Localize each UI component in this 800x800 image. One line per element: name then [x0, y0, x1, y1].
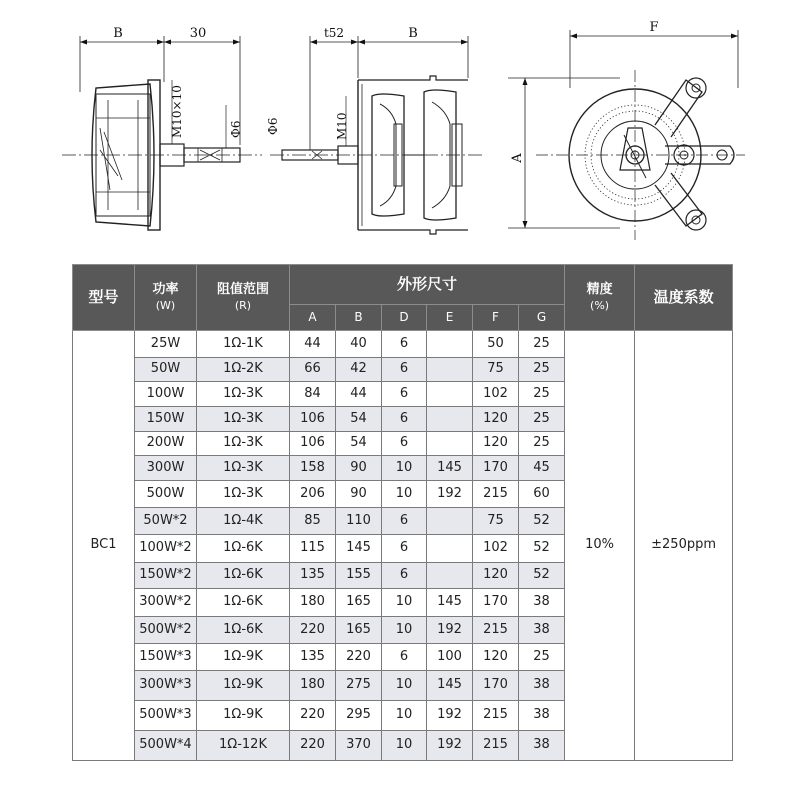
cell-dim-a: 135 [290, 563, 336, 589]
spec-table [72, 264, 733, 761]
cell-dim-g: 52 [519, 563, 565, 589]
cell-range: 1Ω-6K [197, 535, 290, 563]
cell-dim-b: 90 [336, 456, 382, 481]
cell-dim-f: 75 [473, 358, 519, 382]
cell-dim-e: 192 [427, 731, 473, 761]
cell-dim-e: 100 [427, 644, 473, 671]
cell-power: 200W [135, 432, 197, 456]
header-resistance [197, 265, 290, 331]
cell-dim-a: 180 [290, 671, 336, 701]
cell-dim-a: 85 [290, 508, 336, 535]
cell-dim-a: 106 [290, 407, 336, 432]
cell-dim-e: 145 [427, 671, 473, 701]
cell-dim-f: 120 [473, 407, 519, 432]
cell-dim-b: 295 [336, 701, 382, 731]
cell-power: 300W*2 [135, 589, 197, 617]
header-resistance-unit: (R) [234, 299, 252, 313]
cell-dim-g: 25 [519, 358, 565, 382]
cell-dim-b: 145 [336, 535, 382, 563]
cell-dim-f: 102 [473, 382, 519, 407]
cell-dim-d: 6 [382, 432, 427, 456]
cell-dim-a: 206 [290, 481, 336, 508]
cell-dim-d: 6 [382, 331, 427, 358]
cell-dim-g: 52 [519, 508, 565, 535]
cell-dim-d: 6 [382, 382, 427, 407]
cell-dim-f: 120 [473, 644, 519, 671]
cell-dim-b: 165 [336, 589, 382, 617]
header-dim-g: G [519, 305, 565, 331]
cell-dim-d: 10 [382, 589, 427, 617]
cell-dim-b: 54 [336, 407, 382, 432]
cell-dim-e [427, 407, 473, 432]
header-dim-f: F [473, 305, 519, 331]
dim-label-mid-b: B [408, 26, 418, 41]
cell-dim-b: 90 [336, 481, 382, 508]
dim-label-right-a: A [510, 153, 525, 163]
cell-dim-f: 120 [473, 563, 519, 589]
cell-power: 150W [135, 407, 197, 432]
header-accuracy [565, 265, 635, 331]
cell-range: 1Ω-12K [197, 731, 290, 761]
cell-power: 500W*2 [135, 617, 197, 644]
cell-dim-e [427, 358, 473, 382]
dim-label-mid-thread: M10 [335, 112, 349, 140]
header-temp-coeff: 温度系数 [635, 265, 733, 331]
cell-dim-b: 40 [336, 331, 382, 358]
cell-power: 25W [135, 331, 197, 358]
cell-range: 1Ω-9K [197, 644, 290, 671]
cell-dim-f: 170 [473, 456, 519, 481]
cell-range: 1Ω-2K [197, 358, 290, 382]
cell-dim-a: 180 [290, 589, 336, 617]
cell-dim-b: 110 [336, 508, 382, 535]
tandem-view-drawing [270, 36, 485, 234]
header-dimensions: 外形尺寸 [290, 265, 565, 305]
cell-dim-g: 25 [519, 382, 565, 407]
cell-power: 500W [135, 481, 197, 508]
cell-dim-d: 6 [382, 358, 427, 382]
cell-dim-f: 75 [473, 508, 519, 535]
cell-dim-b: 220 [336, 644, 382, 671]
cell-range: 1Ω-3K [197, 382, 290, 407]
cell-dim-d: 10 [382, 731, 427, 761]
cell-accuracy: 10% [565, 331, 635, 761]
cell-dim-d: 6 [382, 535, 427, 563]
dim-label-mid-shaft: Φ6 [266, 117, 280, 135]
cell-dim-d: 10 [382, 456, 427, 481]
cell-power: 500W*3 [135, 701, 197, 731]
cell-dim-f: 50 [473, 331, 519, 358]
cell-dim-g: 38 [519, 731, 565, 761]
cell-dim-a: 220 [290, 617, 336, 644]
cell-dim-e: 192 [427, 481, 473, 508]
cell-dim-a: 44 [290, 331, 336, 358]
cell-dim-d: 10 [382, 617, 427, 644]
cell-power: 150W*3 [135, 644, 197, 671]
cell-dim-e [427, 331, 473, 358]
cell-range: 1Ω-6K [197, 617, 290, 644]
header-accuracy-label: 精度 [586, 281, 613, 297]
cell-dim-b: 275 [336, 671, 382, 701]
cell-dim-g: 52 [519, 535, 565, 563]
cell-dim-g: 38 [519, 671, 565, 701]
cell-dim-e [427, 563, 473, 589]
cell-dim-g: 25 [519, 644, 565, 671]
cell-dim-b: 44 [336, 382, 382, 407]
cell-power: 100W [135, 382, 197, 407]
cell-dim-g: 25 [519, 407, 565, 432]
cell-power: 500W*4 [135, 731, 197, 761]
cell-dim-d: 10 [382, 671, 427, 701]
cell-dim-f: 120 [473, 432, 519, 456]
cell-dim-a: 106 [290, 432, 336, 456]
cell-power: 150W*2 [135, 563, 197, 589]
cell-dim-e [427, 508, 473, 535]
cell-power: 300W*3 [135, 671, 197, 701]
cell-dim-e: 145 [427, 589, 473, 617]
cell-dim-g: 45 [519, 456, 565, 481]
cell-range: 1Ω-3K [197, 432, 290, 456]
cell-range: 1Ω-6K [197, 589, 290, 617]
cell-dim-a: 158 [290, 456, 336, 481]
cell-dim-a: 66 [290, 358, 336, 382]
dim-label-left-shaft: Φ6 [229, 120, 243, 138]
cell-dim-a: 135 [290, 644, 336, 671]
cell-dim-b: 155 [336, 563, 382, 589]
cell-dim-a: 220 [290, 731, 336, 761]
cell-dim-g: 60 [519, 481, 565, 508]
cell-range: 1Ω-9K [197, 671, 290, 701]
cell-range: 1Ω-3K [197, 407, 290, 432]
cell-dim-f: 215 [473, 701, 519, 731]
cell-dim-g: 38 [519, 617, 565, 644]
header-dim-b: B [336, 305, 382, 331]
cell-dim-g: 25 [519, 432, 565, 456]
cell-dim-b: 42 [336, 358, 382, 382]
cell-dim-e: 192 [427, 617, 473, 644]
header-accuracy-unit: (%) [590, 299, 610, 313]
cell-range: 1Ω-1K [197, 331, 290, 358]
cell-range: 1Ω-3K [197, 456, 290, 481]
cell-dim-e [427, 382, 473, 407]
cell-temp-coeff: ±250ppm [635, 331, 733, 761]
cell-dim-b: 165 [336, 617, 382, 644]
cell-power: 100W*2 [135, 535, 197, 563]
cell-dim-d: 10 [382, 481, 427, 508]
cell-range: 1Ω-9K [197, 701, 290, 731]
cell-dim-b: 370 [336, 731, 382, 761]
cell-dim-f: 215 [473, 617, 519, 644]
header-resistance-label: 阻值范围 [216, 281, 269, 297]
cell-dim-f: 215 [473, 731, 519, 761]
spec-table-body [73, 331, 733, 761]
dim-label-mid-t52: t52 [323, 26, 345, 40]
header-power-label: 功率 [152, 281, 179, 297]
header-dim-a: A [290, 305, 336, 331]
header-dim-d: D [382, 305, 427, 331]
cell-model: BC1 [73, 331, 135, 761]
cell-power: 300W [135, 456, 197, 481]
cell-dim-f: 170 [473, 589, 519, 617]
cell-power: 50W [135, 358, 197, 382]
header-power-unit: (W) [155, 299, 176, 313]
cell-range: 1Ω-3K [197, 481, 290, 508]
cell-dim-g: 38 [519, 701, 565, 731]
dim-label-right-f: F [649, 20, 659, 35]
cell-dim-a: 84 [290, 382, 336, 407]
cell-dim-f: 102 [473, 535, 519, 563]
cell-dim-e [427, 432, 473, 456]
cell-dim-d: 6 [382, 407, 427, 432]
cell-dim-f: 170 [473, 671, 519, 701]
cell-dim-e: 145 [427, 456, 473, 481]
cell-dim-g: 38 [519, 589, 565, 617]
cell-dim-a: 220 [290, 701, 336, 731]
cell-range: 1Ω-6K [197, 563, 290, 589]
cell-dim-d: 6 [382, 508, 427, 535]
cell-dim-e [427, 535, 473, 563]
dim-label-left-b: B [113, 26, 123, 41]
cell-power: 50W*2 [135, 508, 197, 535]
header-power [135, 265, 197, 331]
table-row [73, 331, 733, 358]
front-view-drawing [508, 30, 745, 240]
cell-range: 1Ω-4K [197, 508, 290, 535]
cell-dim-f: 215 [473, 481, 519, 508]
cell-dim-a: 115 [290, 535, 336, 563]
header-dim-e: E [427, 305, 473, 331]
cell-dim-b: 54 [336, 432, 382, 456]
technical-drawings [0, 0, 800, 255]
dim-label-left-thread: M10×10 [170, 85, 184, 138]
dim-label-left-30: 30 [189, 26, 207, 41]
cell-dim-e: 192 [427, 701, 473, 731]
cell-dim-g: 25 [519, 331, 565, 358]
cell-dim-d: 10 [382, 701, 427, 731]
cell-dim-d: 6 [382, 563, 427, 589]
header-model: 型号 [73, 265, 135, 331]
cell-dim-d: 6 [382, 644, 427, 671]
